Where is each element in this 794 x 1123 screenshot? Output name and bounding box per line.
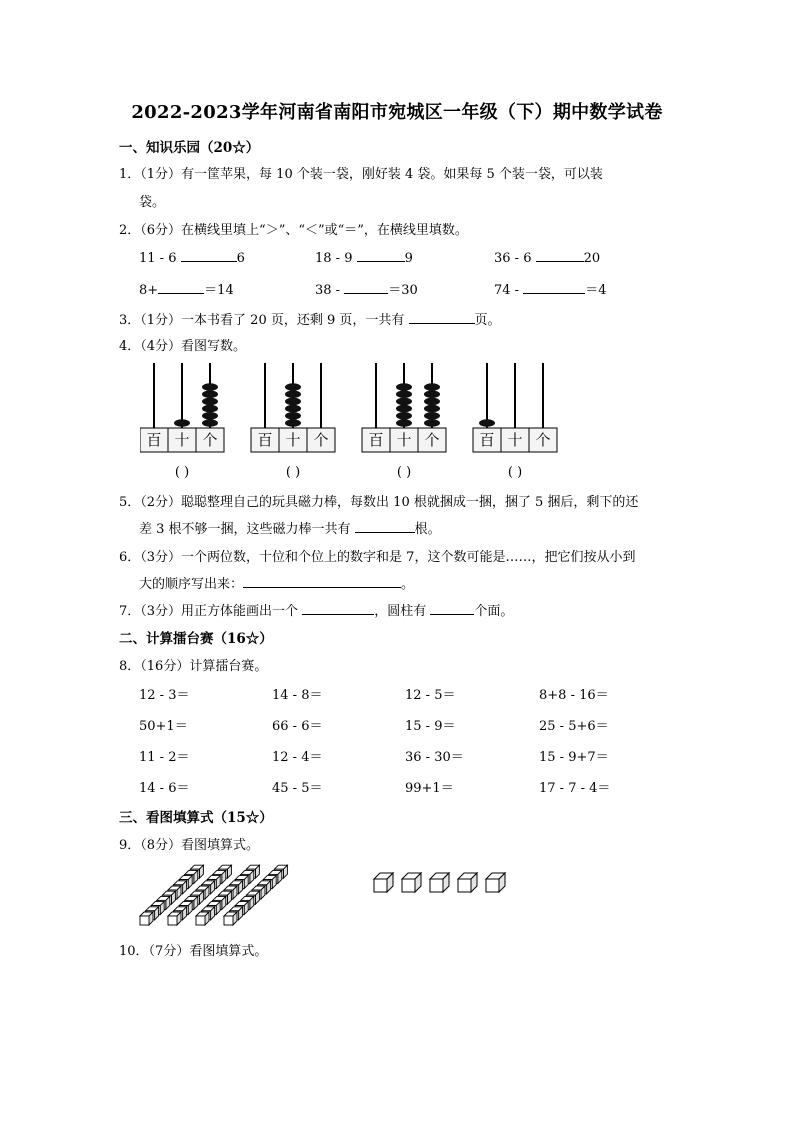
abacus-place-label: 百 <box>479 431 495 449</box>
q7-line <box>119 600 513 619</box>
q8-expr: 15 - 9＝ <box>405 719 456 734</box>
abacus <box>362 363 446 480</box>
abacus-bead <box>479 419 495 427</box>
section-heading-2: 二、计算擂台赛（16☆） <box>119 631 273 647</box>
q8-expr: 25 - 5+6＝ <box>539 719 609 734</box>
abacus-bead <box>202 398 218 406</box>
cube-front-face <box>486 879 499 892</box>
q8-expr: 14 - 8＝ <box>272 688 323 703</box>
q2-item-6 <box>494 279 606 298</box>
q2-item-6-left: 74 - <box>494 283 524 298</box>
abacus-place-label: 十 <box>285 431 301 449</box>
answer-blank[interactable] <box>181 248 237 262</box>
abacus-bead <box>285 398 301 406</box>
abacus <box>140 363 224 480</box>
abacus-place-label: 十 <box>396 431 412 449</box>
abacus <box>473 363 557 480</box>
cube-front-face <box>196 916 205 925</box>
q6-text-after: 。 <box>401 577 415 592</box>
q2-item-4 <box>139 279 234 298</box>
q8-expr: 36 - 30＝ <box>405 750 464 765</box>
q9-stem: 9．（8分）看图填算式。 <box>119 838 260 853</box>
abacus-bead <box>285 405 301 413</box>
section-heading-1: 一、知识乐园（20☆） <box>119 140 260 156</box>
q2-item-1-left: 11 - 6 <box>139 251 181 266</box>
q5-text-after: 根。 <box>414 522 441 537</box>
q7-text-after: 个面。 <box>474 604 514 619</box>
page-title: 2022-2023学年河南省南阳市宛城区一年级（下）期中数学试卷 <box>131 102 663 123</box>
abacus-bead <box>396 398 412 406</box>
q4-stem: 4．（4分）看图写数。 <box>119 339 247 354</box>
cube-front-face <box>430 879 443 892</box>
abacus-place-label: 百 <box>257 431 273 449</box>
abacus-bead <box>396 390 412 398</box>
q2-item-4-left: 8+ <box>139 283 159 298</box>
q2-item-3-right: 20 <box>583 251 601 266</box>
abacus-bead <box>396 419 412 427</box>
unit-cube <box>430 873 449 892</box>
q2-item-1-right: 6 <box>236 251 245 266</box>
cube-front-face <box>402 879 415 892</box>
answer-blank[interactable] <box>302 601 374 615</box>
base-ten-blocks-figure <box>138 853 538 933</box>
abacus-place-label: 十 <box>507 431 523 449</box>
answer-parentheses: ( ) <box>285 465 301 480</box>
abacus-place-label: 个 <box>424 431 440 449</box>
abacus-bead <box>396 412 412 420</box>
q5-line1: 5．（2分）聪聪整理自己的玩具磁力棒，每数出 10 根就捆成一捆，捆了 5 捆后，剩下的还 <box>119 495 639 510</box>
abacus-bead <box>424 390 440 398</box>
answer-blank[interactable] <box>409 310 475 324</box>
q1-line1: 1．（1分）有一筐苹果，每 10 个装一袋，刚好装 4 袋。如果每 5 个装一袋，可以装 <box>119 167 603 182</box>
q5-text-before: 差 3 根不够一捆，这些磁力棒一共有 <box>139 522 355 537</box>
cube-front-face <box>458 879 471 892</box>
q8-expr: 12 - 4＝ <box>272 750 323 765</box>
q8-expr: 14 - 6＝ <box>139 781 190 796</box>
q8-expr: 8+8 - 16＝ <box>539 688 609 703</box>
q2-item-2-left: 18 - 9 <box>315 251 357 266</box>
abacus-bead <box>202 419 218 427</box>
q2-item-3 <box>494 248 600 266</box>
abacus-place-label: 个 <box>202 431 218 449</box>
abacus-bead <box>424 398 440 406</box>
q6-text-before: 大的顺序写出来： <box>139 577 244 592</box>
abacus-place-label: 百 <box>146 431 162 449</box>
answer-blank[interactable] <box>357 248 405 262</box>
answer-blank[interactable] <box>355 519 415 533</box>
q6-line2 <box>139 573 414 592</box>
q2-stem: 2．（6分）在横线里填上“＞”、“＜”或“＝”，在横线里填数。 <box>119 223 468 238</box>
abacus-bead <box>202 390 218 398</box>
unit-cube <box>458 873 477 892</box>
section-heading-3: 三、看图填算式（15☆） <box>119 810 273 826</box>
cube-front-face <box>374 879 387 892</box>
answer-blank[interactable] <box>430 601 474 615</box>
abacus-bead <box>202 412 218 420</box>
q3-text-after: 页。 <box>474 313 501 328</box>
unit-cube <box>402 873 421 892</box>
abacus-bead <box>285 412 301 420</box>
unit-cube <box>486 873 505 892</box>
abacus-bead <box>424 412 440 420</box>
answer-parentheses: ( ) <box>507 465 523 480</box>
abacus-bead <box>285 383 301 391</box>
q2-item-2 <box>315 248 413 266</box>
abacus-place-label: 十 <box>174 431 190 449</box>
q8-expr: 12 - 5＝ <box>405 688 456 703</box>
answer-blank[interactable] <box>158 280 204 294</box>
abacus <box>251 363 335 480</box>
q6-line1: 6．（3分）一个两位数，十位和个位上的数字和是 7，这个数可能是……，把它们按从小到 <box>119 550 636 565</box>
abacus-bead <box>396 405 412 413</box>
answer-blank[interactable] <box>243 574 401 588</box>
q2-item-2-right: 9 <box>404 251 413 266</box>
q2-item-5-left: 38 - <box>315 283 345 298</box>
abacus-bead <box>202 405 218 413</box>
abacus-bead <box>202 383 218 391</box>
abacus-bead <box>424 405 440 413</box>
q8-expr: 15 - 9+7＝ <box>539 750 609 765</box>
q2-item-5-right: ＝30 <box>388 283 418 298</box>
answer-parentheses: ( ) <box>396 465 412 480</box>
q2-item-5 <box>315 279 418 298</box>
q1-line2: 袋。 <box>139 195 166 210</box>
q3-line <box>119 309 501 328</box>
q2-item-6-right: ＝4 <box>585 283 607 298</box>
abacus-bead <box>424 383 440 391</box>
q8-expr: 45 - 5＝ <box>272 781 323 796</box>
q8-expr: 12 - 3＝ <box>139 688 190 703</box>
cube-front-face <box>224 916 233 925</box>
q2-item-4-right: ＝14 <box>204 283 234 298</box>
q7-text-before: 7．（3分）用正方体能画出一个 <box>119 604 303 619</box>
q8-expr: 66 - 6＝ <box>272 719 323 734</box>
cube-front-face <box>140 916 149 925</box>
q2-item-3-left: 36 - 6 <box>494 251 536 266</box>
answer-parentheses: ( ) <box>174 465 190 480</box>
q3-text-before: 3．（1分）一本书看了 20 页，还剩 9 页，一共有 <box>119 313 409 328</box>
answer-blank[interactable] <box>523 280 585 294</box>
abacus-place-label: 个 <box>313 431 329 449</box>
cube-front-face <box>168 916 177 925</box>
abacus-place-label: 个 <box>535 431 551 449</box>
q8-expr: 50+1＝ <box>139 719 188 734</box>
q8-expr: 99+1＝ <box>405 781 454 796</box>
q2-item-1 <box>139 248 245 266</box>
q10-stem: 10．（7分）看图填算式。 <box>119 944 268 959</box>
abacus-figures <box>140 357 580 482</box>
q5-line2 <box>139 518 441 537</box>
abacus-bead <box>424 419 440 427</box>
q8-stem: 8．（16分）计算擂台赛。 <box>119 659 268 674</box>
answer-blank[interactable] <box>536 248 584 262</box>
abacus-bead <box>174 419 190 427</box>
q8-expr: 17 - 7 - 4＝ <box>539 781 611 796</box>
abacus-place-label: 百 <box>368 431 384 449</box>
answer-blank[interactable] <box>344 280 388 294</box>
abacus-bead <box>285 390 301 398</box>
q7-text-middle: ，圆柱有 <box>374 604 431 619</box>
abacus-bead <box>285 419 301 427</box>
q8-expr: 11 - 2＝ <box>139 750 190 765</box>
unit-cube <box>374 873 393 892</box>
abacus-bead <box>396 383 412 391</box>
